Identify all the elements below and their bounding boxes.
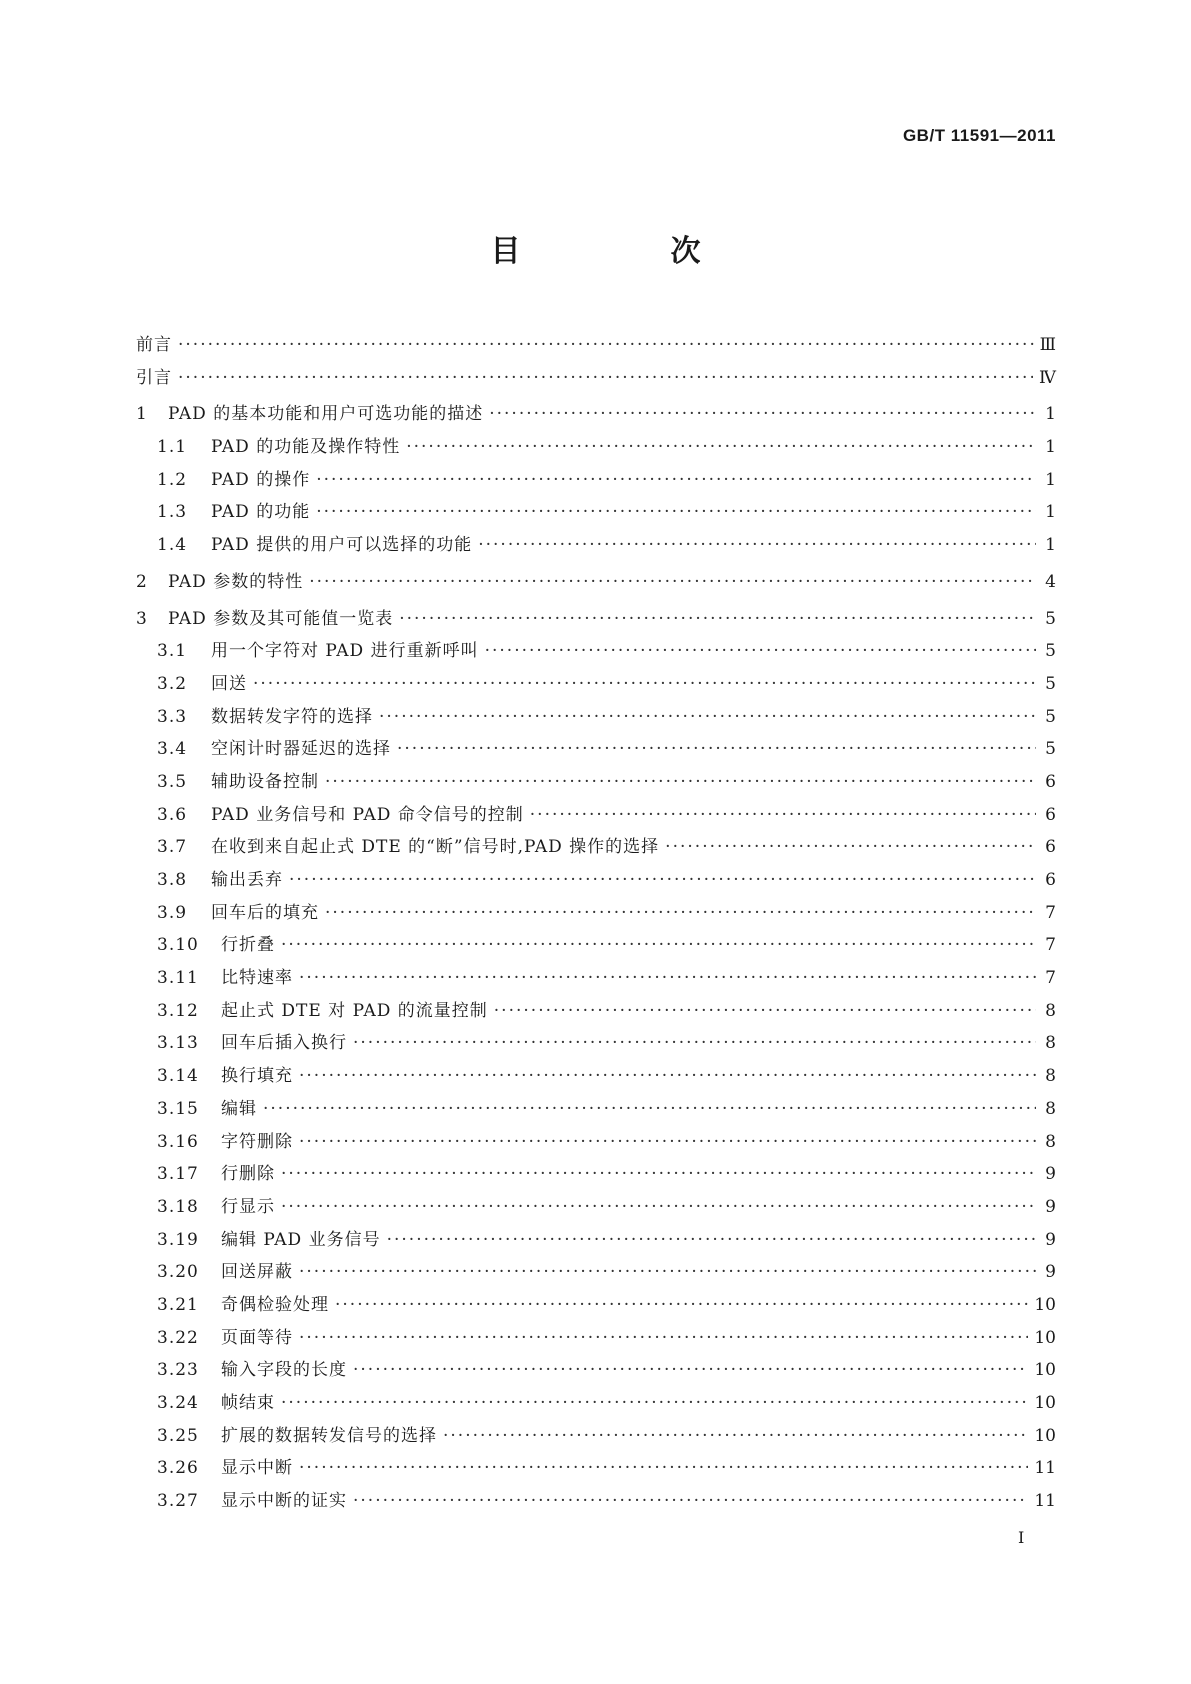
- toc-entry-label: 编辑: [221, 1098, 257, 1119]
- dot-leader: [281, 935, 1036, 955]
- toc-entry-page: 4: [1045, 571, 1056, 592]
- toc-entry-label: 回车后插入换行: [221, 1033, 347, 1054]
- toc-entry-number: 3.5: [157, 771, 188, 792]
- toc-entry-number: 3.27: [157, 1491, 199, 1512]
- toc-entry-label: 回送: [211, 673, 247, 694]
- toc-entry-number: 3.19: [157, 1229, 199, 1250]
- toc-entry-page: 1: [1045, 502, 1056, 523]
- toc-entry-label: PAD 提供的用户可以选择的功能: [211, 535, 473, 556]
- toc-entry-page: 6: [1045, 870, 1056, 890]
- dot-leader: [316, 502, 1036, 522]
- toc-entry-label: 比特速率: [221, 968, 293, 989]
- toc-entry-page: 1: [1045, 535, 1056, 556]
- toc-entry-number: 3.12: [157, 1000, 199, 1021]
- toc-entry[interactable]: [136, 1061, 1056, 1094]
- toc-entry-number: 3: [136, 608, 148, 629]
- toc-entry-label: 回车后的填充: [211, 902, 319, 923]
- dot-leader: [489, 404, 1036, 424]
- toc-entry[interactable]: [136, 1290, 1056, 1323]
- toc-entry[interactable]: [136, 1127, 1056, 1160]
- toc-entry-label: PAD 业务信号和 PAD 命令信号的控制: [211, 804, 524, 825]
- toc-entry-page: Ⅳ: [1039, 367, 1056, 388]
- toc-entry-label: 帧结束: [221, 1393, 275, 1413]
- toc-entry-number: 3.17: [157, 1164, 199, 1185]
- toc-entry-label: 引言: [136, 367, 172, 388]
- toc-entry-number: 3.8: [157, 870, 188, 890]
- toc-entry-label: 数据转发字符的选择: [211, 706, 373, 727]
- toc-entry-label: PAD 的功能: [211, 502, 311, 523]
- toc-entry-label: PAD 参数及其可能值一览表: [168, 608, 394, 629]
- toc-entry-page: Ⅲ: [1039, 335, 1056, 355]
- toc-entry-page: 7: [1045, 968, 1056, 989]
- toc-entry-number: 3.7: [157, 837, 188, 858]
- toc-entry-label: PAD 参数的特性: [168, 571, 304, 592]
- toc-entry[interactable]: [136, 636, 1056, 669]
- toc-entry-number: 3.15: [157, 1098, 199, 1119]
- toc-entry-number: 3.6: [157, 804, 188, 825]
- dot-leader: [325, 772, 1036, 792]
- toc-entry[interactable]: [136, 363, 1056, 396]
- dot-leader: [406, 437, 1036, 457]
- toc-entry-label: 行显示: [221, 1196, 275, 1217]
- toc-entry-label: 前言: [136, 335, 172, 355]
- toc-entry-page: 10: [1034, 1393, 1056, 1413]
- toc-entry[interactable]: [136, 1421, 1056, 1454]
- toc-entry[interactable]: [136, 702, 1056, 735]
- toc-entry[interactable]: [136, 1323, 1056, 1356]
- toc-entry[interactable]: [136, 1453, 1056, 1486]
- dot-leader: [443, 1426, 1028, 1446]
- toc-entry[interactable]: [136, 432, 1056, 465]
- dot-leader: [309, 572, 1036, 592]
- dot-leader: [289, 870, 1036, 890]
- toc-entry-number: 3.25: [157, 1425, 199, 1446]
- toc-entry-number: 3.16: [157, 1131, 199, 1152]
- toc-entry-page: 8: [1045, 1098, 1056, 1119]
- dot-leader: [299, 1328, 1028, 1348]
- toc-entry-page: 9: [1045, 1196, 1056, 1217]
- toc-entry-label: 行折叠: [221, 935, 275, 956]
- toc-entry-page: 1: [1045, 469, 1056, 490]
- toc-entry[interactable]: [136, 669, 1056, 702]
- toc-entry-label: 行删除: [221, 1164, 275, 1185]
- toc-entry-number: 2: [136, 571, 148, 592]
- toc-entry-page: 9: [1045, 1164, 1056, 1185]
- dot-leader: [353, 1033, 1036, 1053]
- toc-entry[interactable]: [136, 898, 1056, 931]
- toc-entry-page: 8: [1045, 1033, 1056, 1054]
- toc-entry-page: 11: [1034, 1458, 1056, 1479]
- dot-leader: [253, 674, 1036, 694]
- dot-leader: [281, 1197, 1036, 1217]
- toc-entry[interactable]: [136, 800, 1056, 833]
- dot-leader: [316, 470, 1036, 490]
- toc-entry[interactable]: [136, 865, 1056, 898]
- toc-entry[interactable]: [136, 1225, 1056, 1258]
- toc-entry-label: PAD 的操作: [211, 469, 311, 490]
- toc-entry[interactable]: [136, 497, 1056, 530]
- toc-entry-page: 6: [1045, 771, 1056, 792]
- dot-leader: [353, 1360, 1028, 1380]
- table-of-contents: [136, 330, 1056, 1519]
- dot-leader: [387, 1230, 1036, 1250]
- toc-entry-label: 用一个字符对 PAD 进行重新呼叫: [211, 641, 479, 662]
- toc-entry[interactable]: [136, 1094, 1056, 1127]
- toc-entry-number: 1.1: [157, 437, 188, 458]
- toc-entry-label: 页面等待: [221, 1327, 293, 1348]
- toc-entry[interactable]: [136, 1388, 1056, 1421]
- toc-entry-page: 8: [1045, 1000, 1056, 1021]
- dot-leader: [494, 1001, 1036, 1021]
- toc-entry-label: 起止式 DTE 对 PAD 的流量控制: [221, 1000, 488, 1021]
- toc-entry-number: 3.23: [157, 1360, 199, 1381]
- toc-entry-number: 3.11: [157, 968, 199, 989]
- page-number: I: [1018, 1528, 1025, 1547]
- toc-entry-label: 空闲计时器延迟的选择: [211, 739, 391, 760]
- dot-leader: [485, 641, 1036, 661]
- toc-entry-number: 3.4: [157, 739, 188, 760]
- toc-entry-number: 1.4: [157, 535, 188, 556]
- dot-leader: [299, 968, 1036, 988]
- toc-entry-number: 3.22: [157, 1327, 199, 1348]
- toc-entry-page: 10: [1034, 1327, 1056, 1348]
- page-title: 目 次: [490, 234, 761, 269]
- toc-entry-label: 辅助设备控制: [211, 771, 319, 792]
- toc-entry-page: 10: [1034, 1425, 1056, 1446]
- toc-entry[interactable]: [136, 399, 1056, 432]
- toc-entry[interactable]: [136, 767, 1056, 800]
- toc-entry-label: 在收到来自起止式 DTE 的“断”信号时,PAD 操作的选择: [211, 837, 660, 858]
- toc-entry[interactable]: [136, 832, 1056, 865]
- toc-entry-page: 6: [1045, 804, 1056, 825]
- toc-entry[interactable]: [136, 1355, 1056, 1388]
- toc-entry-page: 1: [1045, 437, 1056, 458]
- toc-entry-page: 5: [1045, 641, 1056, 662]
- toc-entry-page: 9: [1045, 1262, 1056, 1283]
- toc-entry-number: 3.2: [157, 673, 188, 694]
- dot-leader: [178, 335, 1034, 355]
- toc-entry-page: 5: [1045, 739, 1056, 760]
- toc-entry-label: 显示中断的证实: [221, 1491, 347, 1512]
- toc-entry[interactable]: [136, 1486, 1056, 1519]
- toc-entry-label: 输出丢弃: [211, 870, 283, 890]
- dot-leader: [530, 805, 1036, 825]
- dot-leader: [299, 1262, 1036, 1282]
- toc-entry-number: 3.20: [157, 1262, 199, 1283]
- toc-entry-page: 8: [1045, 1131, 1056, 1152]
- dot-leader: [397, 739, 1036, 759]
- toc-entry[interactable]: [136, 330, 1056, 363]
- dot-leader: [353, 1491, 1028, 1511]
- toc-entry-number: 3.3: [157, 706, 188, 727]
- toc-entry-label: 编辑 PAD 业务信号: [221, 1229, 381, 1250]
- dot-leader: [478, 535, 1036, 555]
- toc-entry-number: 3.13: [157, 1033, 199, 1054]
- dot-leader: [178, 368, 1033, 388]
- dot-leader: [299, 1066, 1036, 1086]
- dot-leader: [281, 1164, 1036, 1184]
- toc-entry[interactable]: [136, 604, 1056, 637]
- toc-entry-number: 3.14: [157, 1066, 199, 1087]
- toc-entry[interactable]: [136, 930, 1056, 963]
- toc-entry-page: 6: [1045, 837, 1056, 858]
- toc-entry[interactable]: [136, 1257, 1056, 1290]
- toc-entry-label: 换行填充: [221, 1066, 293, 1087]
- toc-entry-page: 1: [1045, 404, 1056, 425]
- toc-entry-page: 7: [1045, 935, 1056, 956]
- toc-entry-page: 5: [1045, 673, 1056, 694]
- toc-entry-page: 11: [1034, 1491, 1056, 1512]
- toc-entry-page: 10: [1034, 1360, 1056, 1381]
- toc-entry-page: 5: [1045, 608, 1056, 629]
- toc-entry-label: 字符删除: [221, 1131, 293, 1152]
- toc-entry-label: PAD 的基本功能和用户可选功能的描述: [168, 404, 484, 425]
- toc-entry-label: 输入字段的长度: [221, 1360, 347, 1381]
- toc-entry[interactable]: [136, 530, 1056, 563]
- toc-entry-label: 奇偶检验处理: [221, 1294, 329, 1315]
- toc-entry-label: 扩展的数据转发信号的选择: [221, 1425, 437, 1446]
- toc-entry-page: 7: [1045, 902, 1056, 923]
- toc-entry[interactable]: [136, 1028, 1056, 1061]
- dot-leader: [399, 609, 1036, 629]
- toc-entry-number: 3.24: [157, 1393, 199, 1413]
- toc-entry-number: 1: [136, 404, 148, 425]
- toc-entry-number: 1.2: [157, 469, 188, 490]
- dot-leader: [299, 1458, 1028, 1478]
- dot-leader: [325, 903, 1036, 923]
- dot-leader: [335, 1295, 1028, 1315]
- dot-leader: [379, 707, 1036, 727]
- dot-leader: [263, 1099, 1036, 1119]
- toc-entry[interactable]: [136, 1159, 1056, 1192]
- toc-entry[interactable]: [136, 567, 1056, 600]
- toc-entry[interactable]: [136, 465, 1056, 498]
- dot-leader: [281, 1393, 1028, 1413]
- toc-entry[interactable]: [136, 1192, 1056, 1225]
- dot-leader: [299, 1132, 1036, 1152]
- toc-entry-number: 3.18: [157, 1196, 199, 1217]
- toc-entry[interactable]: [136, 963, 1056, 996]
- toc-entry-number: 3.1: [157, 641, 188, 662]
- toc-entry-page: 8: [1045, 1066, 1056, 1087]
- dot-leader: [665, 837, 1036, 857]
- toc-entry-number: 3.10: [157, 935, 199, 956]
- toc-entry-page: 5: [1045, 706, 1056, 727]
- toc-entry[interactable]: [136, 734, 1056, 767]
- toc-entry-number: 3.21: [157, 1294, 199, 1315]
- toc-entry-number: 3.26: [157, 1458, 199, 1479]
- standard-code: GB/T 11591—2011: [902, 126, 1056, 145]
- toc-entry-number: 1.3: [157, 502, 188, 523]
- toc-entry[interactable]: [136, 996, 1056, 1029]
- toc-entry-label: PAD 的功能及操作特性: [211, 437, 401, 458]
- toc-entry-page: 9: [1045, 1229, 1056, 1250]
- toc-entry-page: 10: [1034, 1294, 1056, 1315]
- toc-entry-label: 回送屏蔽: [221, 1262, 293, 1283]
- toc-entry-number: 3.9: [157, 902, 188, 923]
- toc-entry-label: 显示中断: [221, 1458, 293, 1479]
